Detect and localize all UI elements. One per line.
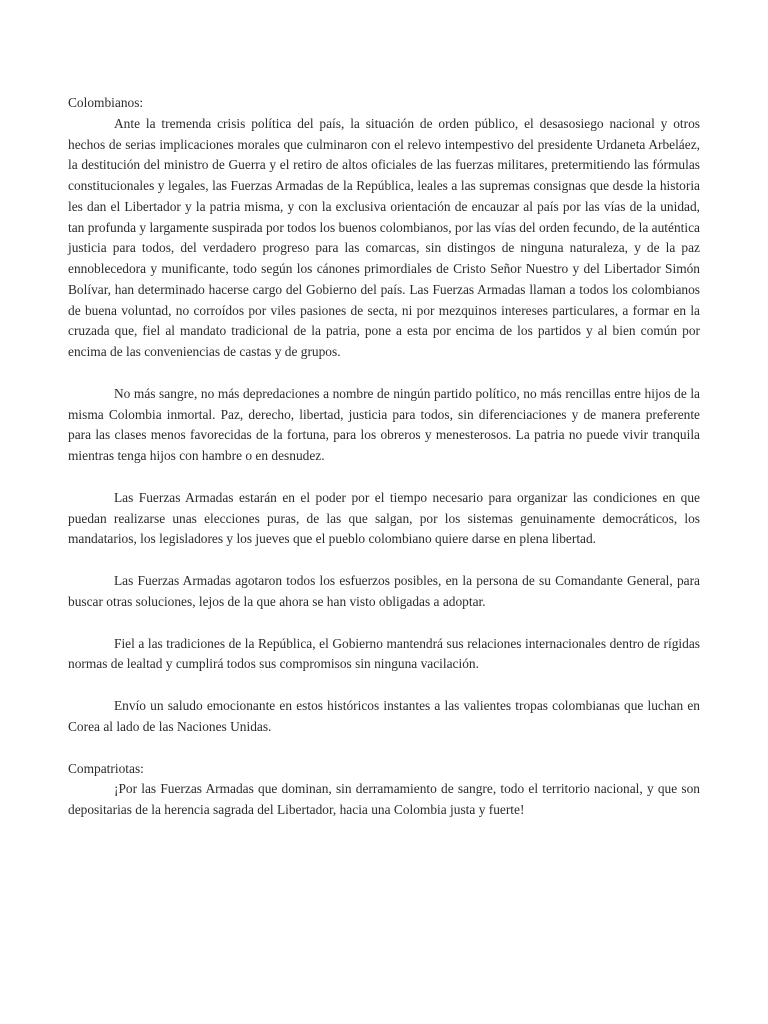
paragraph-esfuerzos: Las Fuerzas Armadas agotaron todos los esfuerzos posibles, en la persona de su Comandante General, para buscar otras soluciones, lejos de la que ahora se han visto obligadas a adoptar.: [68, 573, 700, 609]
paragraph-gap: [68, 550, 700, 571]
paragraph-crisis: Ante la tremenda crisis política del país, la situación de orden público, el desasosiego nacional y otros hechos de serias implicaciones morales que culminaron con el relevo intempestivo del presidente Urdaneta Arbeláez, la destitución del ministro de Guerra y el retiro de altos oficiales de las fuerzas militares, pretermitiendo las fórmulas constitucionales y legales, las Fuerzas Armadas de la República, leales a las supremas consignas que desde la historia les dan el Libertador y la patria misma, y con la exclusiva orientación de encauzar al país por las vías de la unidad, tan profunda y largamente suspirada por todos los buenos colombianos, por las vías del orden fecundo, de la auténtica justicia para todos, del verdadero progreso para las comarcas, sin distingos de ninguna naturaleza, y de la paz ennoblecedora y munificante, todo según los cánones primordiales de Cristo Señor Nuestro y del Libertador Simón Bolívar, han determinado hacerse cargo del Gobierno del país. Las Fuerzas Armadas llaman a todos los colombianos de buena voluntad, no corroídos por viles pasiones de secta, ni por mezquinos intereses particulares, a formar en la cruzada que, fiel al mandato tradicional de la patria, pone a esta por encima de los partidos y al bien común por encima de las conveniencias de castas y de grupos.: [68, 115, 700, 359]
paragraph-closing: ¡Por las Fuerzas Armadas que dominan, sin derramamiento de sangre, todo el territorio nacional, y que son depositarias de la herencia sagrada del Libertador, hacia una Colombia justa y fuerte!: [68, 781, 700, 817]
closing-heading: Compatriotas:: [68, 760, 144, 776]
paragraph-elecciones: Las Fuerzas Armadas estarán en el poder por el tiempo necesario para organizar las condiciones en que puedan realizarse unas elecciones puras, de las que salgan, por los sistemas genuinamente democráticos, los mandatarios, los legisladores y los jueves que el pueblo colombiano quiere darse en plena libertad.: [68, 489, 700, 547]
paragraph-gap: [68, 675, 700, 696]
paragraph-saludo: Envío un saludo emocionante en estos históricos instantes a las valientes tropas colombianas que luchan en Corea al lado de las Naciones Unidas.: [68, 698, 700, 734]
paragraph-no-mas-sangre: No más sangre, no más depredaciones a nombre de ningún partido político, no más rencillas entre hijos de la misma Colombia inmortal. Paz, derecho, libertad, justicia para todos, sin diferenciaciones y de manera preferente para las clases menos favorecidas de la fortuna, para los obreros y menesterosos. La patria no puede vivir tranquila mientras tenga hijos con hambre o en desnudez.: [68, 385, 700, 463]
greeting-heading: Colombianos:: [68, 95, 144, 110]
paragraph-relaciones: Fiel a las tradiciones de la República, el Gobierno mantendrá sus relaciones internacionales dentro de rígidas normas de lealtad y cumplirá todos sus compromisos sin ninguna vacilación.: [68, 635, 700, 672]
paragraph-gap: [68, 363, 700, 384]
paragraph-gap: [68, 613, 700, 634]
paragraph-gap: [68, 738, 700, 759]
document-page: [68, 93, 700, 821]
paragraph-gap: [68, 467, 700, 488]
